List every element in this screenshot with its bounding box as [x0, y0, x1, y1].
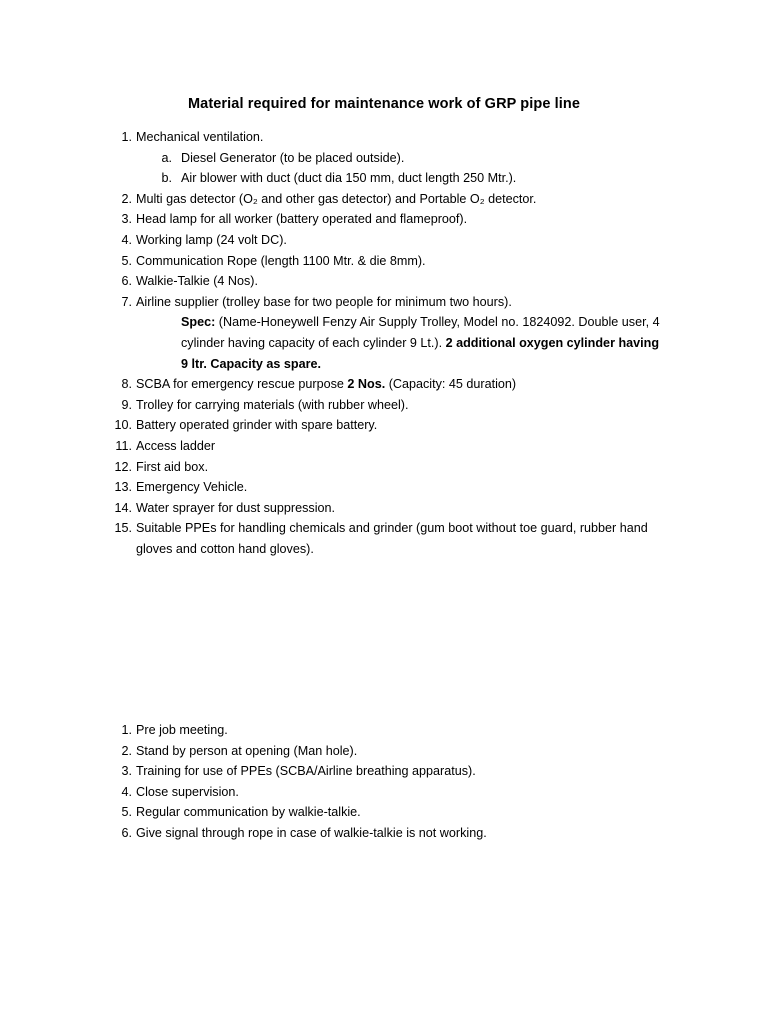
item-number: 2.	[121, 743, 132, 758]
item-text: Communication Rope (length 1100 Mtr. & die 8mm).	[136, 253, 426, 268]
item-text: Mechanical ventilation.	[136, 130, 264, 144]
item-text: Head lamp for all worker (battery operated and flameproof).	[136, 212, 468, 227]
list-item	[0, 395, 768, 416]
sub-list-item	[0, 148, 768, 169]
item-text: Battery operated grinder with spare battery.	[136, 418, 378, 433]
item-number: 1.	[121, 723, 132, 737]
item-number: 7.	[121, 294, 132, 309]
document-title: Material required for maintenance work of GRP pipe line	[188, 96, 580, 112]
item-text: Stand by person at opening (Man hole).	[136, 743, 358, 758]
list-item	[0, 518, 768, 559]
item-number: 3.	[121, 212, 132, 227]
item-number: 5.	[121, 253, 132, 268]
item-text: Give signal through rope in case of walkie-talkie is not working.	[136, 825, 487, 840]
item-text: Walkie-Talkie (4 Nos).	[136, 274, 258, 289]
item-number: 11.	[115, 438, 132, 453]
item-number: 9.	[121, 397, 132, 412]
sub-item-text: Air blower with duct (duct dia 150 mm, duct length 250 Mtr.).	[181, 171, 517, 186]
list-item	[0, 374, 768, 395]
list-item	[0, 477, 768, 498]
list-item	[0, 292, 768, 374]
item-text: Close supervision.	[136, 784, 239, 799]
item-text-bold: 2 Nos.	[347, 377, 386, 392]
item-text: Multi gas detector (O₂ and other gas detector) and Portable O₂ detector.	[136, 191, 537, 206]
list-item	[0, 823, 768, 844]
item-number: 15.	[114, 521, 132, 536]
item-text: Suitable PPEs for handling chemicals and grinder (gum boot without toe guard, rubber hand gloves and cotton hand gloves).	[136, 521, 648, 556]
list-item	[0, 189, 768, 210]
list-item	[0, 761, 768, 782]
item-number: 1.	[121, 130, 132, 144]
spec-bold-note: 2 additional oxygen cylinder having 9 ltr. Capacity as spare.	[181, 335, 660, 371]
item-number: 13.	[114, 480, 132, 495]
item-text: Regular communication by walkie-talkie.	[136, 805, 361, 820]
list-item	[0, 498, 768, 519]
list-item	[0, 251, 768, 272]
item-number: 14.	[114, 500, 132, 515]
spec-paragraph	[181, 312, 663, 374]
item-number: 4.	[121, 784, 132, 799]
item-text-pre: SCBA for emergency rescue purpose	[136, 377, 348, 392]
item-number: 2.	[121, 191, 132, 206]
list-item	[0, 802, 768, 823]
item-text: Airline supplier (trolley base for two people for minimum two hours).	[136, 294, 512, 309]
list-item	[0, 415, 768, 436]
item-number: 10.	[114, 418, 132, 433]
list-item	[0, 230, 768, 251]
item-number: 6.	[121, 825, 132, 840]
item-text-post: (Capacity: 45 duration)	[385, 377, 517, 392]
list-item	[0, 209, 768, 230]
spec-text: (Name-Honeywell Fenzy Air Supply Trolley, Model no. 1824092. Double user, 4 cylinder having capacity of each cylinder 9 Lt.).	[181, 315, 660, 350]
item-text: Access ladder	[136, 438, 216, 453]
item-number: 5.	[121, 805, 132, 820]
item-text: Training for use of PPEs (SCBA/Airline breathing apparatus).	[136, 764, 476, 779]
precautions-list	[0, 720, 768, 844]
list-item	[0, 782, 768, 803]
spec-label: Spec:	[181, 315, 216, 330]
list-item	[0, 127, 768, 148]
item-number: 6.	[121, 274, 132, 289]
sub-item-text: Diesel Generator (to be placed outside).	[181, 150, 405, 165]
item-text: Pre job meeting.	[136, 723, 228, 737]
sub-list-item	[0, 168, 768, 189]
list-item	[0, 741, 768, 762]
materials-list	[0, 127, 768, 559]
list-item	[0, 271, 768, 292]
sub-item-letter: b.	[161, 171, 172, 186]
item-text: Emergency Vehicle.	[136, 480, 248, 495]
item-number: 3.	[121, 764, 132, 779]
item-number: 8.	[121, 377, 132, 392]
item-text	[136, 374, 676, 395]
item-text: Water sprayer for dust suppression.	[136, 500, 336, 515]
sub-item-letter: a.	[161, 150, 172, 165]
item-text: First aid box.	[136, 459, 209, 474]
item-number: 12.	[114, 459, 132, 474]
list-item	[0, 457, 768, 478]
list-item	[0, 436, 768, 457]
list-item	[0, 720, 768, 741]
item-number: 4.	[121, 232, 132, 247]
item-text: Trolley for carrying materials (with rubber wheel).	[136, 397, 409, 412]
item-text: Working lamp (24 volt DC).	[136, 232, 287, 247]
